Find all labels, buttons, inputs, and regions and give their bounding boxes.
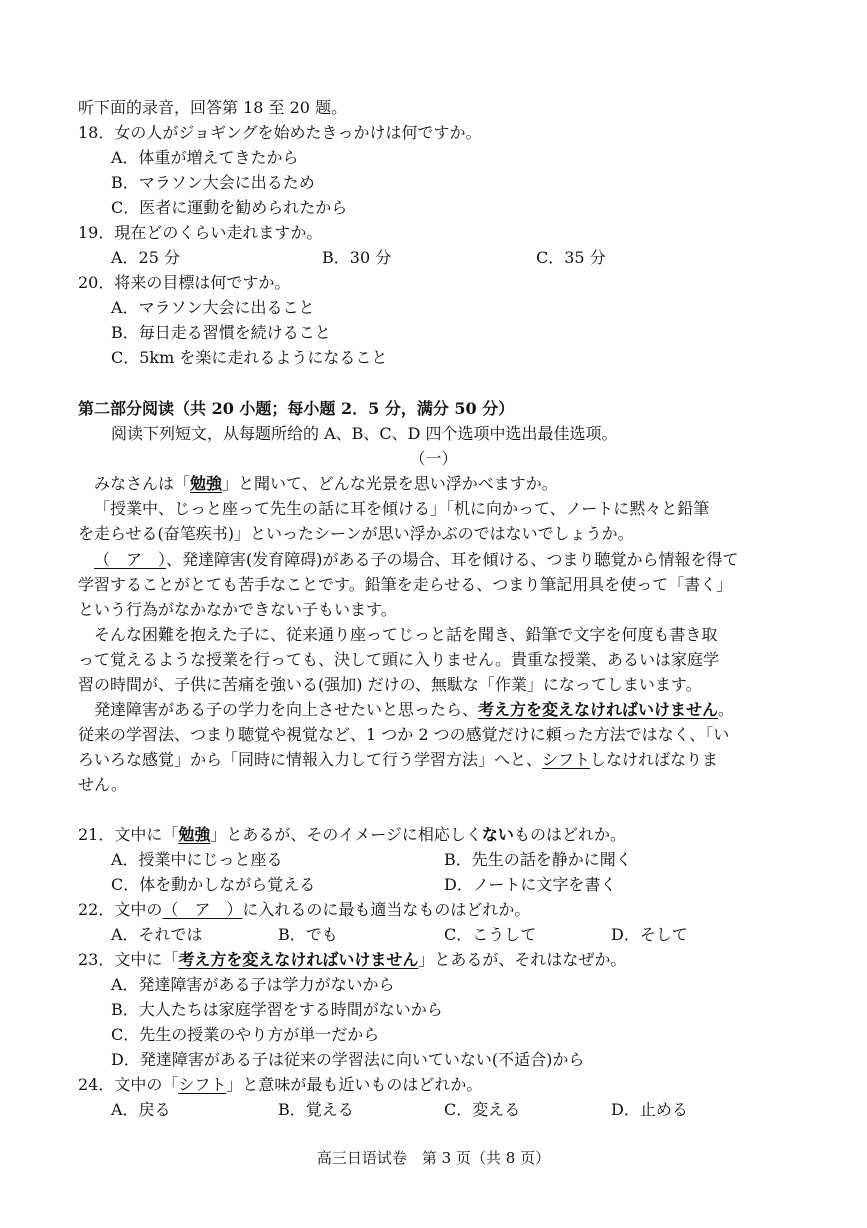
passage-line-13: せん。 [78, 775, 127, 794]
q19-stem: 19．現在どのくらい走れますか。 [78, 223, 323, 242]
passage-line-9: 習の時間が、子供に苦痛を強いる(强加) だけの、無駄な「作業」になってしまいます。 [78, 675, 702, 694]
q22-option-a: A．それでは [111, 925, 203, 944]
passage-line-8: って覚えるような授業を行っても、決して頭に入りません。貴重な授業、あるいは家庭学 [78, 650, 719, 669]
q23-stem: 23．文中に「考え方を変えなければいけません」とあるが、それはなぜか。 [78, 950, 627, 969]
q21-option-b: B．先生の話を静かに聞く [444, 850, 632, 869]
q24-option-d: D．止める [611, 1100, 688, 1119]
q24-option-c: C．変える [444, 1100, 521, 1119]
passage-line-4: （ ア ）、発達障害(发育障碍)がある子の場合、耳を傾ける、つまり聴覚から情報を得て [94, 550, 739, 569]
q21-option-c: C．体を動かしながら覚える [111, 875, 316, 894]
q21-option-d: D．ノートに文字を書く [444, 875, 617, 894]
blank-a: （ ア ） [94, 550, 167, 569]
passage-line-12: ろいろな感覚」から「同時に情報入力して行う学習方法」へと、シフトしなければなりま [78, 750, 719, 769]
page-footer: 高三日语试卷 第 3 页（共 8 页） [316, 1149, 551, 1167]
reading-section-title: 第二部分阅读（共 20 小题；每小题 2．5 分，满分 50 分） [78, 399, 515, 418]
q22-option-b: B．でも [278, 925, 338, 944]
q18-stem: 18．女の人がジョギングを始めたきっかけは何ですか。 [78, 123, 482, 142]
keyword-kangaekata: 考え方を変えなければいけません [478, 700, 719, 719]
q22-stem: 22．文中の（ ア ）に入れるのに最も適当なものはどれか。 [78, 900, 531, 919]
q23-option-c: C．先生の授業のやり方が単一だから [111, 1025, 380, 1044]
reading-instruction: 阅读下列短文，从每题所给的 A、B、C、D 四个选项中选出最佳选项。 [111, 424, 618, 443]
q18-option-b: B．マラソン大会に出るため [111, 173, 315, 192]
q21-stem: 21．文中に「勉強」とあるが、そのイメージに相応しくないものはどれか。 [78, 825, 626, 844]
passage-line-11: 従来の学習法、つまり聴覚や視覚など、1 つか 2 つの感覚だけに頼った方法ではなく、「い [78, 725, 730, 744]
keyword-benkyou: 勉強 [190, 474, 223, 493]
q19-option-b: B．30 分 [322, 248, 392, 267]
q24-option-b: B．覚える [278, 1100, 354, 1119]
q20-option-b: B．毎日走る習慣を続けること [111, 323, 331, 342]
passage-line-7: そんな困難を抱えた子に、従来通り座ってじっと話を聞き、鉛筆で文字を何度も書き取 [94, 625, 718, 644]
q20-option-a: A．マラソン大会に出ること [111, 298, 315, 317]
q23-option-d: D．発達障害がある子は従来の学習法に向いていない(不适合)から [111, 1050, 585, 1069]
q21-option-a: A．授業中にじっと座る [111, 850, 283, 869]
listening-intro: 听下面的录音，回答第 18 至 20 题。 [78, 98, 348, 117]
q20-stem: 20．将来の目標は何ですか。 [78, 273, 291, 292]
passage-line-5: 学習することがとても苦手なことです。鉛筆を走らせる、つまり筆記用具を使って「書く」 [78, 575, 733, 594]
q23-option-b: B．大人たちは家庭学習をする時間がないから [111, 1000, 443, 1019]
passage-number: （一） [409, 449, 458, 468]
q23-option-a: A．発達障害がある子は学力がないから [111, 975, 395, 994]
q18-option-c: C．医者に運動を勧められたから [111, 198, 348, 217]
q24-stem: 24．文中の「シフト」と意味が最も近いものはどれか。 [78, 1075, 483, 1094]
passage-line-3: を走らせる(奋笔疾书)」といったシーンが思い浮かぶのではないでしょうか。 [78, 524, 634, 543]
passage-line-10: 発達障害がある子の学力を向上させたいと思ったら、考え方を変えなければいけません。 [94, 700, 735, 719]
q18-option-a: A．体重が増えてきたから [111, 148, 299, 167]
q19-option-c: C．35 分 [536, 248, 606, 267]
passage-line-1: みなさんは「勉強」と聞いて、どんな光景を思い浮かべますか。 [94, 474, 558, 493]
keyword-shift: シフト [542, 750, 591, 769]
passage-line-6: という行為がなかなかできない子もいます。 [78, 600, 397, 619]
passage-line-2: 「授業中、じっと座って先生の話に耳を傾ける」「机に向かって、ノートに黙々と鉛筆 [94, 499, 710, 518]
q22-option-c: C．こうして [444, 925, 537, 944]
q22-option-d: D．そして [611, 925, 688, 944]
q20-option-c: C．5km を楽に走れるようになること [111, 348, 388, 367]
q19-option-a: A．25 分 [111, 248, 181, 267]
q24-option-a: A．戻る [111, 1100, 171, 1119]
